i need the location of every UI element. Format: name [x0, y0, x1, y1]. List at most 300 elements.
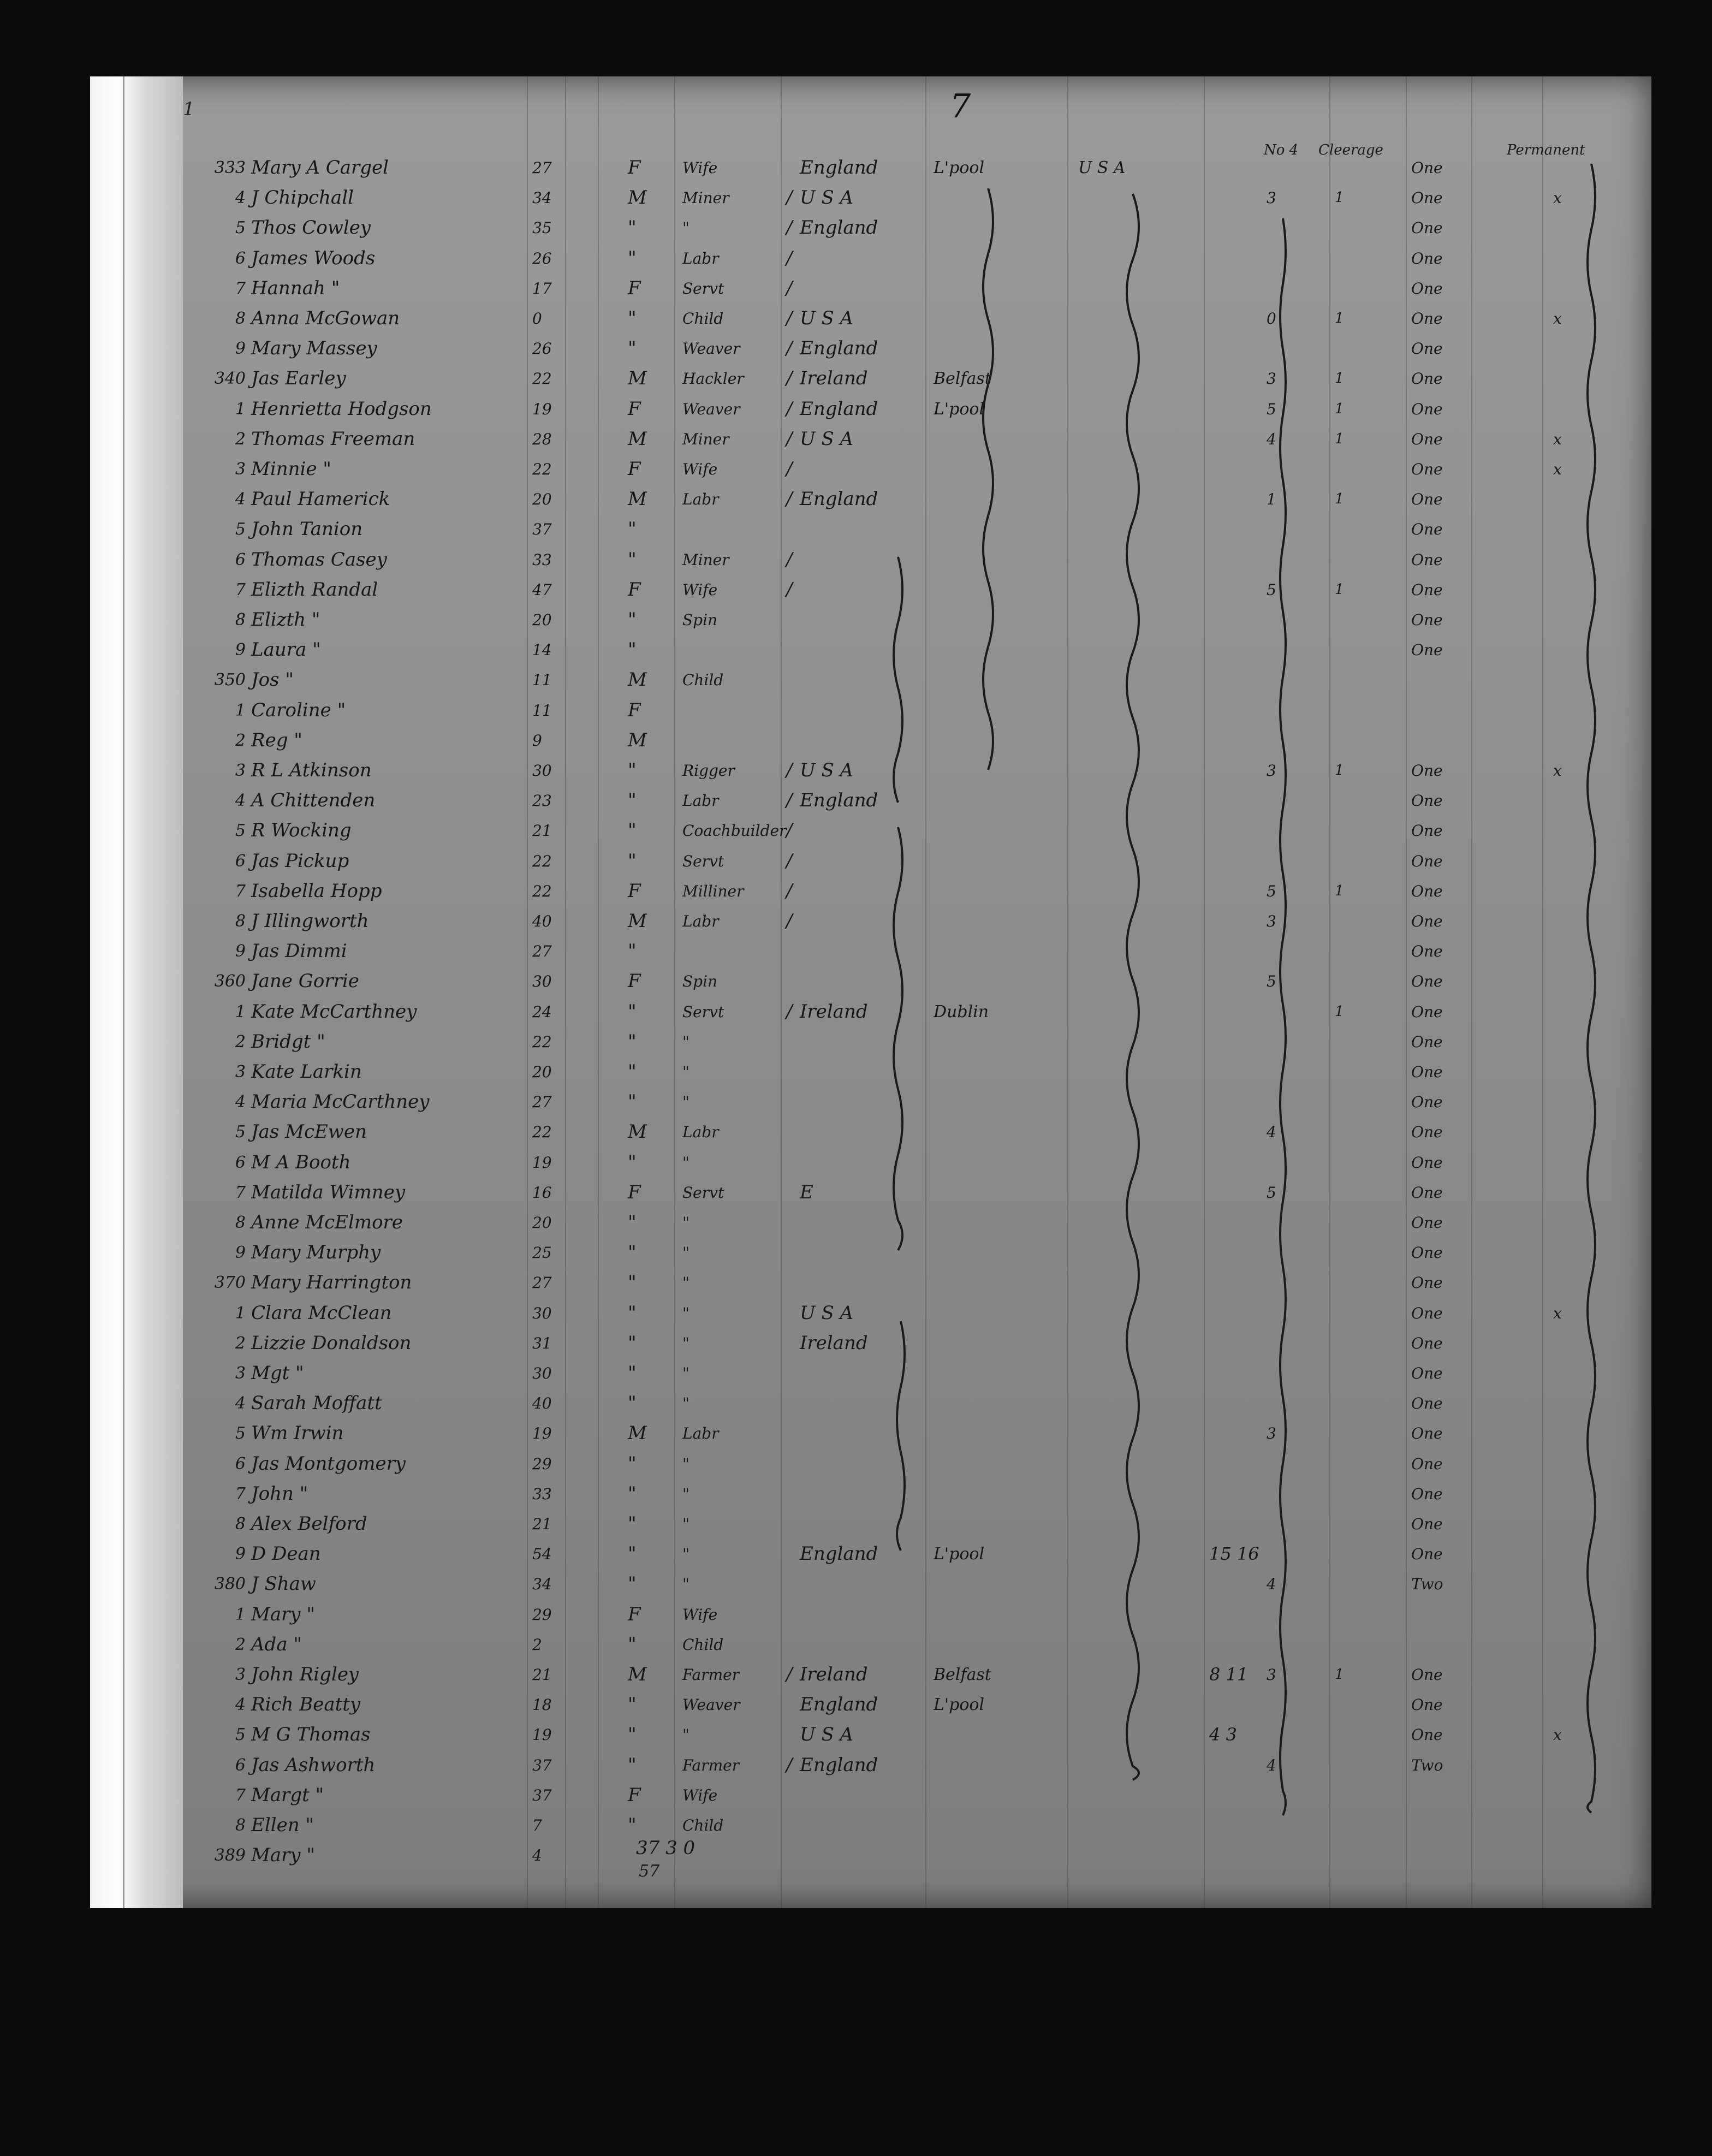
passenger-row	[90, 1840, 1651, 1870]
passenger-sex: M	[628, 1422, 647, 1445]
country-of-origin: E	[800, 1181, 813, 1203]
passenger-name: Ada "	[251, 1633, 302, 1655]
cabin-count: 3	[1267, 1424, 1276, 1443]
passenger-occupation: Weaver	[682, 400, 740, 418]
passenger-name: Minnie "	[251, 458, 331, 480]
passenger-age: 27	[532, 1274, 552, 1292]
passenger-name: J Chipchall	[251, 187, 354, 209]
passenger-sex: "	[628, 1362, 637, 1384]
conveyance-count: One	[1411, 430, 1443, 448]
country-of-origin: England	[800, 789, 878, 812]
passenger-age: 23	[532, 792, 552, 810]
cabin-count: 4	[1267, 430, 1276, 448]
passenger-row	[90, 1569, 1651, 1599]
country-of-origin: Ireland	[800, 1000, 868, 1023]
corner-mark: 1	[183, 98, 195, 120]
passenger-age: 30	[532, 1304, 552, 1322]
conveyance-count: One	[1411, 1394, 1443, 1413]
permanent-mark: x	[1553, 189, 1562, 207]
permanent-mark: x	[1553, 310, 1562, 328]
passenger-occupation: Milliner	[682, 882, 744, 900]
passenger-name: Ellen "	[251, 1814, 314, 1836]
passenger-row	[90, 1328, 1651, 1358]
country-of-origin: England	[800, 1543, 878, 1565]
passenger-sex: "	[628, 1061, 637, 1083]
passenger-row	[90, 514, 1651, 544]
passenger-row	[90, 304, 1651, 334]
tick-mark: /	[786, 247, 793, 269]
conveyance-count: One	[1411, 1696, 1443, 1714]
passenger-row	[90, 334, 1651, 364]
passenger-row	[90, 243, 1651, 274]
conveyance-count: One	[1411, 1484, 1443, 1503]
conveyance-count: One	[1411, 520, 1443, 539]
tick-mark: /	[786, 367, 793, 390]
passenger-name: John Rigley	[251, 1664, 359, 1685]
passenger-age: 26	[532, 249, 552, 268]
entry-number: 389	[214, 1846, 246, 1866]
entry-number: 3	[235, 460, 246, 479]
passenger-age: 33	[532, 1484, 552, 1503]
passenger-sex: "	[628, 1814, 637, 1836]
entry-number: 370	[214, 1273, 246, 1293]
entry-number: 5	[235, 1725, 246, 1745]
passenger-name: Mary Massey	[251, 337, 377, 360]
passenger-row	[90, 1208, 1651, 1238]
tick-mark: /	[786, 759, 793, 781]
country-of-origin: England	[800, 157, 878, 179]
conveyance-count: One	[1411, 1304, 1443, 1322]
passenger-sex: "	[628, 1392, 637, 1415]
passenger-name: M A Booth	[251, 1151, 351, 1173]
passenger-age: 16	[532, 1183, 552, 1202]
country-of-origin: England	[800, 337, 878, 360]
passenger-occupation: Rigger	[682, 762, 735, 780]
conveyance-count: One	[1411, 611, 1443, 629]
conveyance-count: One	[1411, 249, 1443, 268]
passenger-sex: "	[628, 307, 637, 329]
passenger-occupation: Wife	[682, 159, 718, 177]
passenger-name: Mgt "	[251, 1362, 304, 1384]
passenger-age: 30	[532, 972, 552, 991]
steerage-count: 1	[1335, 1003, 1344, 1020]
passenger-age: 9	[532, 731, 542, 750]
cabin-count: 5	[1267, 972, 1276, 991]
header-class: Cleerage	[1318, 142, 1383, 158]
entry-number: 8	[235, 309, 246, 328]
passenger-row	[90, 484, 1651, 514]
passenger-row	[90, 936, 1651, 966]
passenger-sex: "	[628, 1151, 637, 1173]
passenger-occupation: Labr	[682, 1424, 719, 1443]
passenger-name: J Shaw	[251, 1573, 316, 1595]
passenger-occupation: Miner	[682, 189, 729, 207]
passenger-name: Wm Irwin	[251, 1422, 344, 1445]
passenger-name: Jas McEwen	[251, 1121, 367, 1143]
permanent-mark: x	[1553, 460, 1562, 478]
conveyance-count: One	[1411, 1244, 1443, 1262]
entry-number: 8	[235, 1514, 246, 1534]
passenger-name: Jas Montgomery	[251, 1452, 406, 1475]
steerage-count: 1	[1335, 882, 1344, 899]
tick-mark: /	[786, 217, 793, 239]
passenger-row	[90, 665, 1651, 695]
conveyance-count: One	[1411, 972, 1443, 991]
conveyance-count: One	[1411, 882, 1443, 900]
permanent-mark: x	[1553, 1726, 1562, 1744]
passenger-sex: F	[628, 699, 641, 721]
conveyance-count: One	[1411, 1364, 1443, 1382]
passenger-name: Elizth Randal	[251, 578, 378, 601]
tick-mark: /	[786, 850, 793, 872]
passenger-occupation: Servt	[682, 852, 724, 870]
conveyance-count: One	[1411, 550, 1443, 569]
passenger-name: Paul Hamerick	[251, 488, 390, 510]
passenger-sex: F	[628, 157, 641, 179]
passenger-age: 40	[532, 1394, 552, 1413]
passenger-sex: M	[628, 910, 647, 932]
passenger-row	[90, 1148, 1651, 1178]
entry-number: 350	[214, 670, 246, 690]
passenger-occupation: Farmer	[682, 1756, 740, 1774]
conveyance-count: One	[1411, 1123, 1443, 1142]
passenger-row	[90, 424, 1651, 454]
conveyance-count: One	[1411, 1515, 1443, 1533]
passenger-row	[90, 183, 1651, 213]
passenger-occupation: Wife	[682, 460, 718, 478]
conveyance-count: One	[1411, 490, 1443, 509]
passenger-occupation: Labr	[682, 912, 719, 930]
passenger-age: 22	[532, 852, 552, 870]
passenger-sex: "	[628, 1754, 637, 1776]
passenger-sex: F	[628, 1784, 641, 1806]
entry-number: 7	[235, 1484, 246, 1504]
passenger-name: John Tanion	[251, 518, 363, 541]
passenger-occupation: Labr	[682, 490, 719, 509]
passenger-sex: "	[628, 789, 637, 812]
passenger-name: Henrietta Hodgson	[251, 397, 432, 420]
conveyance-count: One	[1411, 912, 1443, 930]
entry-number: 6	[235, 1153, 246, 1172]
tick-mark: /	[786, 1754, 793, 1776]
passenger-name: Alex Belford	[251, 1513, 367, 1535]
passenger-name: Maria McCarthney	[251, 1091, 430, 1113]
conveyance-count: One	[1411, 1454, 1443, 1473]
passenger-sex: M	[628, 729, 647, 751]
entry-number: 9	[235, 640, 246, 660]
cabin-count: 4	[1267, 1756, 1276, 1774]
passenger-age: 19	[532, 1424, 552, 1443]
passenger-age: 0	[532, 310, 542, 328]
passenger-age: 24	[532, 1002, 552, 1021]
entry-number: 5	[235, 520, 246, 539]
passenger-row	[90, 545, 1651, 575]
entry-number: 1	[235, 1303, 246, 1323]
entry-number: 360	[214, 972, 246, 991]
passenger-name: Caroline "	[251, 699, 346, 721]
conveyance-count: Two	[1411, 1756, 1443, 1774]
passenger-occupation: Child	[682, 310, 724, 328]
cabin-count: 3	[1267, 762, 1276, 780]
passenger-sex: M	[628, 427, 647, 450]
cabin-count: 5	[1267, 882, 1276, 900]
passenger-row	[90, 1358, 1651, 1388]
passenger-name: Kate McCarthney	[251, 1000, 417, 1023]
passenger-occupation: "	[682, 1063, 689, 1081]
passenger-age: 20	[532, 1063, 552, 1081]
cabin-count: 1	[1267, 490, 1276, 509]
passenger-row	[90, 726, 1651, 756]
passenger-sex: F	[628, 578, 641, 601]
passenger-occupation: Wife	[682, 580, 718, 599]
passenger-row	[90, 1238, 1651, 1268]
passenger-row	[90, 997, 1651, 1027]
passenger-row	[90, 1268, 1651, 1298]
port: L'pool	[934, 158, 985, 177]
passenger-occupation: Child	[682, 1635, 724, 1654]
passenger-age: 25	[532, 1244, 552, 1262]
cabin-count: 3	[1267, 1666, 1276, 1684]
passenger-sex: "	[628, 1482, 637, 1505]
passenger-sex: "	[628, 639, 637, 661]
conveyance-count: One	[1411, 279, 1443, 298]
passenger-occupation: Hackler	[682, 370, 744, 388]
passenger-age: 22	[532, 1032, 552, 1051]
passenger-row	[90, 364, 1651, 394]
passenger-sex: "	[628, 1633, 637, 1655]
country-of-origin: England	[800, 1694, 878, 1716]
passenger-age: 27	[532, 942, 552, 961]
tick-mark: /	[786, 397, 793, 420]
passenger-age: 21	[532, 1666, 552, 1684]
passenger-age: 35	[532, 219, 552, 237]
passenger-name: Thomas Casey	[251, 548, 387, 571]
passenger-sex: "	[628, 1573, 637, 1595]
passenger-name: Mary Murphy	[251, 1242, 381, 1264]
conveyance-count: One	[1411, 310, 1443, 328]
conveyance-count: One	[1411, 340, 1443, 358]
passenger-sex: "	[628, 1000, 637, 1023]
passenger-occupation: "	[682, 1364, 689, 1382]
tick-mark: /	[786, 1664, 793, 1685]
passenger-sex: "	[628, 548, 637, 571]
passenger-row	[90, 756, 1651, 786]
passenger-age: 21	[532, 822, 552, 840]
passenger-sex: "	[628, 1272, 637, 1294]
passenger-age: 2	[532, 1635, 542, 1654]
passenger-age: 26	[532, 340, 552, 358]
tick-mark: /	[786, 910, 793, 932]
passenger-name: M G Thomas	[251, 1724, 371, 1746]
entry-number: 5	[235, 1424, 246, 1444]
entry-number: 4	[235, 1394, 246, 1413]
passenger-sex: M	[628, 1121, 647, 1143]
passenger-occupation: Coachbuilder	[682, 822, 787, 840]
passenger-row	[90, 816, 1651, 846]
passenger-sex: M	[628, 367, 647, 390]
tick-mark: /	[786, 880, 793, 902]
passenger-age: 37	[532, 1756, 552, 1774]
conveyance-count: One	[1411, 1002, 1443, 1021]
entry-number: 9	[235, 1243, 246, 1263]
steerage-count: 1	[1335, 189, 1344, 206]
conveyance-count: One	[1411, 1032, 1443, 1051]
passenger-name: Kate Larkin	[251, 1061, 362, 1083]
entry-number: 7	[235, 580, 246, 599]
steerage-count: 1	[1335, 400, 1344, 417]
passenger-name: Clara McClean	[251, 1302, 392, 1324]
entry-number: 4	[235, 1695, 246, 1715]
passenger-occupation: Labr	[682, 249, 719, 268]
passenger-occupation: Farmer	[682, 1666, 740, 1684]
destination: U S A	[1078, 158, 1126, 177]
passenger-row	[90, 1690, 1651, 1720]
passenger-age: 20	[532, 490, 552, 509]
passenger-name: Anne McElmore	[251, 1211, 403, 1233]
passenger-sex: "	[628, 1543, 637, 1565]
passenger-occupation: "	[682, 1394, 689, 1413]
cabin-count: 5	[1267, 580, 1276, 599]
passenger-sex: M	[628, 187, 647, 209]
passenger-row	[90, 906, 1651, 936]
passenger-sex: "	[628, 337, 637, 360]
conveyance-count: One	[1411, 641, 1443, 660]
entry-number: 5	[235, 218, 246, 238]
conveyance-count: One	[1411, 1666, 1443, 1684]
steerage-count: 1	[1335, 430, 1344, 447]
port: L'pool	[934, 399, 985, 419]
entry-number: 2	[235, 429, 246, 449]
entry-number: 9	[235, 942, 246, 961]
passenger-row	[90, 1057, 1651, 1087]
passenger-age: 37	[532, 520, 552, 539]
permanent-mark: x	[1553, 762, 1562, 780]
passenger-age: 20	[532, 611, 552, 629]
tick-mark: /	[786, 548, 793, 571]
country-of-origin: England	[800, 217, 878, 239]
passenger-age: 11	[532, 671, 552, 690]
cabin-count: 3	[1267, 189, 1276, 207]
passenger-row	[90, 454, 1651, 484]
passenger-occupation: Servt	[682, 279, 724, 298]
passenger-name: John "	[251, 1482, 308, 1505]
passenger-row	[90, 1539, 1651, 1569]
passenger-age: 29	[532, 1454, 552, 1473]
passenger-sex: "	[628, 819, 637, 842]
passenger-row	[90, 1509, 1651, 1539]
passenger-row	[90, 1449, 1651, 1479]
passenger-sex: M	[628, 1664, 647, 1685]
passenger-name: Laura "	[251, 639, 321, 661]
passenger-row	[90, 1298, 1651, 1328]
conveyance-count: One	[1411, 1424, 1443, 1443]
passenger-occupation: "	[682, 1454, 689, 1473]
entry-number: 8	[235, 610, 246, 629]
passenger-name: Jas Earley	[251, 367, 346, 390]
permanent-mark: x	[1553, 1304, 1562, 1322]
passenger-age: 40	[532, 912, 552, 930]
entry-number: 8	[235, 912, 246, 931]
passenger-occupation: "	[682, 1153, 689, 1172]
passenger-age: 30	[532, 762, 552, 780]
entry-number: 9	[235, 1545, 246, 1564]
entry-number: 3	[235, 1062, 246, 1082]
passenger-row	[90, 1087, 1651, 1117]
passenger-name: Jas Dimmi	[251, 940, 347, 963]
tick-mark: /	[786, 277, 793, 299]
conveyance-count: One	[1411, 159, 1443, 177]
passenger-occupation: "	[682, 1032, 689, 1051]
passenger-age: 30	[532, 1364, 552, 1382]
conveyance-count: One	[1411, 792, 1443, 810]
passenger-sex: F	[628, 970, 641, 993]
passenger-sex: "	[628, 1724, 637, 1746]
entry-number: 1	[235, 1002, 246, 1021]
passenger-row	[90, 1117, 1651, 1147]
conveyance-count: One	[1411, 189, 1443, 207]
passenger-age: 21	[532, 1515, 552, 1533]
passenger-name: Mary "	[251, 1844, 315, 1867]
passenger-age: 7	[532, 1816, 542, 1834]
port: L'pool	[934, 1695, 985, 1715]
passenger-age: 34	[532, 1575, 552, 1594]
country-of-origin: U S A	[800, 427, 854, 450]
passenger-name: Jas Pickup	[251, 850, 349, 872]
passenger-sex: F	[628, 880, 641, 902]
passenger-occupation: Weaver	[682, 1696, 740, 1714]
passenger-occupation: "	[682, 1515, 689, 1533]
passenger-occupation: "	[682, 1093, 689, 1112]
passenger-occupation: "	[682, 1334, 689, 1352]
cabin-count: 0	[1267, 310, 1276, 328]
passenger-sex: M	[628, 669, 647, 691]
passenger-age: 20	[532, 1214, 552, 1232]
steerage-count: 1	[1335, 310, 1344, 326]
passenger-name: Isabella Hopp	[251, 880, 382, 902]
passenger-occupation: "	[682, 1726, 689, 1744]
passenger-age: 22	[532, 882, 552, 900]
passenger-age: 54	[532, 1545, 552, 1564]
margin-figures: 4 3	[1209, 1724, 1237, 1745]
passenger-occupation: Servt	[682, 1183, 724, 1202]
passenger-age: 14	[532, 641, 552, 660]
country-of-origin: U S A	[800, 1724, 854, 1746]
passenger-row	[90, 1660, 1651, 1690]
cabin-count: 5	[1267, 1183, 1276, 1202]
cabin-count: 5	[1267, 400, 1276, 418]
steerage-count: 1	[1335, 370, 1344, 387]
passenger-row	[90, 786, 1651, 816]
conveyance-count: One	[1411, 370, 1443, 388]
entry-number: 333	[214, 158, 246, 177]
passenger-name: Matilda Wimney	[251, 1181, 406, 1203]
passenger-sex: "	[628, 1332, 637, 1354]
passenger-name: Mary A Cargel	[251, 157, 389, 179]
conveyance-count: One	[1411, 852, 1443, 870]
passenger-row	[90, 876, 1651, 906]
passenger-sex: "	[628, 217, 637, 239]
passenger-row	[90, 1720, 1651, 1750]
passenger-row	[90, 274, 1651, 304]
steerage-count: 1	[1335, 491, 1344, 508]
tick-mark: /	[786, 789, 793, 812]
country-of-origin: U S A	[800, 759, 854, 781]
passenger-age: 37	[532, 1786, 552, 1804]
entry-number: 1	[235, 1605, 246, 1624]
conveyance-count: One	[1411, 580, 1443, 599]
entry-number: 3	[235, 761, 246, 780]
passenger-name: Hannah "	[251, 277, 340, 299]
